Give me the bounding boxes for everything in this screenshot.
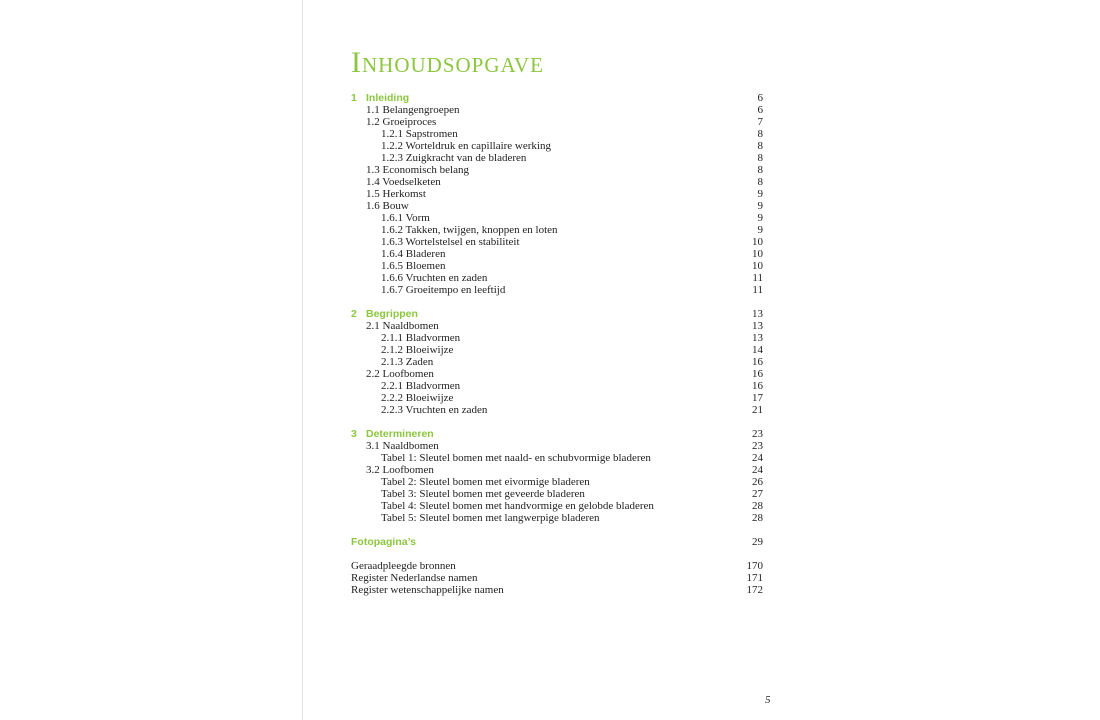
toc-entry-text: 2.1.1 Bladvormen: [381, 332, 461, 344]
toc-entry-text: 1.6.3 Wortelstelsel en stabiliteit: [381, 236, 520, 248]
toc-entry-text: 1.1 Belangengroepen: [366, 104, 460, 116]
toc-entry: [351, 116, 763, 128]
toc-entry-text: Tabel 4: Sleutel bomen met handvormige en gelobde bladeren: [381, 500, 654, 512]
back-matter-page: 171: [746, 572, 763, 584]
toc-entry: [351, 224, 763, 236]
toc-entry-text: 2.2.1 Bladvormen: [381, 380, 461, 392]
toc-entry-page: 8: [757, 128, 763, 140]
back-matter-text: Register Nederlandse namen: [351, 572, 478, 584]
chapter-title: Begrippen: [366, 308, 418, 320]
toc-entry-page: 13: [752, 320, 763, 332]
toc-entry-page: 21: [752, 404, 763, 416]
toc-entry: [351, 176, 763, 188]
toc-entry-text: 1.6.5 Bloemen: [381, 260, 446, 272]
chapter-page: 23: [752, 428, 763, 440]
toc-entry-text: Tabel 5: Sleutel bomen met langwerpige bladeren: [381, 512, 600, 524]
toc-entry-page: 16: [752, 380, 763, 392]
table-of-contents: [351, 92, 763, 596]
toc-entry-page: 16: [752, 356, 763, 368]
toc-entry-page: 27: [752, 488, 763, 500]
toc-entry: [351, 272, 763, 284]
chapter-page: 13: [752, 308, 763, 320]
back-matter-entry: [351, 560, 763, 572]
toc-entry-page: 11: [752, 272, 763, 284]
toc-entry-page: 24: [752, 452, 763, 464]
toc-entry-page: 28: [752, 512, 763, 524]
toc-entry: [351, 236, 763, 248]
toc-entry-page: 8: [757, 164, 763, 176]
toc-entry: [351, 260, 763, 272]
toc-entry-text: 1.2.1 Sapstromen: [381, 128, 458, 140]
toc-entry-text: 2.2.3 Vruchten en zaden: [381, 404, 488, 416]
toc-entry-text: 3.1 Naaldbomen: [366, 440, 439, 452]
toc-entry: [351, 476, 763, 488]
toc-entry-page: 6: [757, 104, 763, 116]
chapter-page: 29: [752, 536, 763, 548]
back-matter-entry: [351, 572, 763, 584]
toc-entry-page: 10: [752, 260, 763, 272]
toc-entry-text: 2.2 Loofbomen: [366, 368, 434, 380]
section-gap: [351, 296, 763, 308]
toc-entry: [351, 356, 763, 368]
toc-entry: [351, 440, 763, 452]
back-matter-page: 172: [746, 584, 763, 596]
toc-entry-page: 8: [757, 140, 763, 152]
toc-entry-page: 26: [752, 476, 763, 488]
toc-entry-text: 1.6.7 Groeitempo en leeftijd: [381, 284, 506, 296]
toc-entry-text: 1.2.2 Worteldruk en capillaire werking: [381, 140, 551, 152]
toc-entry: [351, 452, 763, 464]
toc-entry-page: 10: [752, 236, 763, 248]
toc-entry-text: 1.2.3 Zuigkracht van de bladeren: [381, 152, 527, 164]
toc-entry-text: Tabel 1: Sleutel bomen met naald- en schubvormige bladeren: [381, 452, 651, 464]
toc-entry-page: 9: [757, 224, 763, 236]
toc-entry-page: 8: [757, 176, 763, 188]
toc-entry-text: 1.6.1 Vorm: [381, 212, 430, 224]
toc-entry-page: 9: [757, 212, 763, 224]
back-matter-text: Register wetenschappelijke namen: [351, 584, 504, 596]
toc-entry-text: 1.2 Groeiproces: [366, 116, 437, 128]
toc-entry-text: 1.5 Herkomst: [366, 188, 426, 200]
toc-entry-page: 11: [752, 284, 763, 296]
toc-entry: [351, 320, 763, 332]
toc-entry-text: 1.3 Economisch belang: [366, 164, 469, 176]
toc-entry-text: 1.4 Voedselketen: [366, 176, 441, 188]
toc-entry: [351, 212, 763, 224]
toc-entry: [351, 500, 763, 512]
back-matter-page: 170: [746, 560, 763, 572]
toc-entry-text: 3.2 Loofbomen: [366, 464, 434, 476]
toc-entry-text: 1.6.6 Vruchten en zaden: [381, 272, 488, 284]
toc-entry: [351, 344, 763, 356]
toc-entry: [351, 404, 763, 416]
toc-entry: [351, 380, 763, 392]
chapter-number: 3: [351, 428, 357, 440]
chapter-heading: [351, 92, 763, 104]
toc-entry-page: 28: [752, 500, 763, 512]
toc-entry-text: 2.1.2 Bloeiwijze: [381, 344, 454, 356]
toc-entry: [351, 332, 763, 344]
page-number: 5: [765, 694, 771, 706]
section-gap: [351, 416, 763, 428]
toc-entry: [351, 200, 763, 212]
toc-entry-text: 2.1.3 Zaden: [381, 356, 434, 368]
toc-entry-page: 17: [752, 392, 763, 404]
page-edge: [302, 0, 303, 720]
toc-entry-text: 2.2.2 Bloeiwijze: [381, 392, 454, 404]
chapter-title: Determineren: [366, 428, 434, 440]
chapter-number: 1: [351, 92, 357, 104]
section-gap: [351, 548, 763, 560]
back-matter-text: Geraadpleegde bronnen: [351, 560, 456, 572]
toc-entry: [351, 284, 763, 296]
back-matter-entry: [351, 584, 763, 596]
toc-entry-page: 13: [752, 332, 763, 344]
toc-entry-page: 24: [752, 464, 763, 476]
toc-entry: [351, 188, 763, 200]
toc-entry-text: 1.6 Bouw: [366, 200, 409, 212]
chapter-heading: [351, 428, 763, 440]
toc-entry-text: 1.6.4 Bladeren: [381, 248, 446, 260]
toc-entry-page: 10: [752, 248, 763, 260]
toc-entry: [351, 368, 763, 380]
toc-entry: [351, 164, 763, 176]
toc-entry: [351, 248, 763, 260]
toc-entry-page: 14: [752, 344, 763, 356]
toc-entry-text: 2.1 Naaldbomen: [366, 320, 439, 332]
page-title: Inhoudsopgave: [351, 46, 544, 80]
toc-entry-text: Tabel 3: Sleutel bomen met geveerde bladeren: [381, 488, 585, 500]
toc-entry: [351, 464, 763, 476]
section-gap: [351, 524, 763, 536]
toc-entry-page: 8: [757, 152, 763, 164]
toc-entry: [351, 512, 763, 524]
chapter-heading: [351, 536, 763, 548]
toc-entry: [351, 140, 763, 152]
chapter-page: 6: [757, 92, 763, 104]
toc-entry: [351, 152, 763, 164]
toc-entry: [351, 104, 763, 116]
toc-entry: [351, 128, 763, 140]
toc-entry: [351, 392, 763, 404]
chapter-number: 2: [351, 308, 357, 320]
toc-entry-page: 16: [752, 368, 763, 380]
chapter-heading: [351, 308, 763, 320]
toc-entry-page: 9: [757, 200, 763, 212]
toc-entry-page: 9: [757, 188, 763, 200]
toc-entry-text: Tabel 2: Sleutel bomen met eivormige bladeren: [381, 476, 590, 488]
chapter-title: Inleiding: [366, 92, 410, 104]
toc-entry-text: 1.6.2 Takken, twijgen, knoppen en loten: [381, 224, 558, 236]
chapter-title: Fotopagina’s: [351, 536, 416, 548]
toc-entry: [351, 488, 763, 500]
toc-entry-page: 7: [757, 116, 763, 128]
toc-entry-page: 23: [752, 440, 763, 452]
